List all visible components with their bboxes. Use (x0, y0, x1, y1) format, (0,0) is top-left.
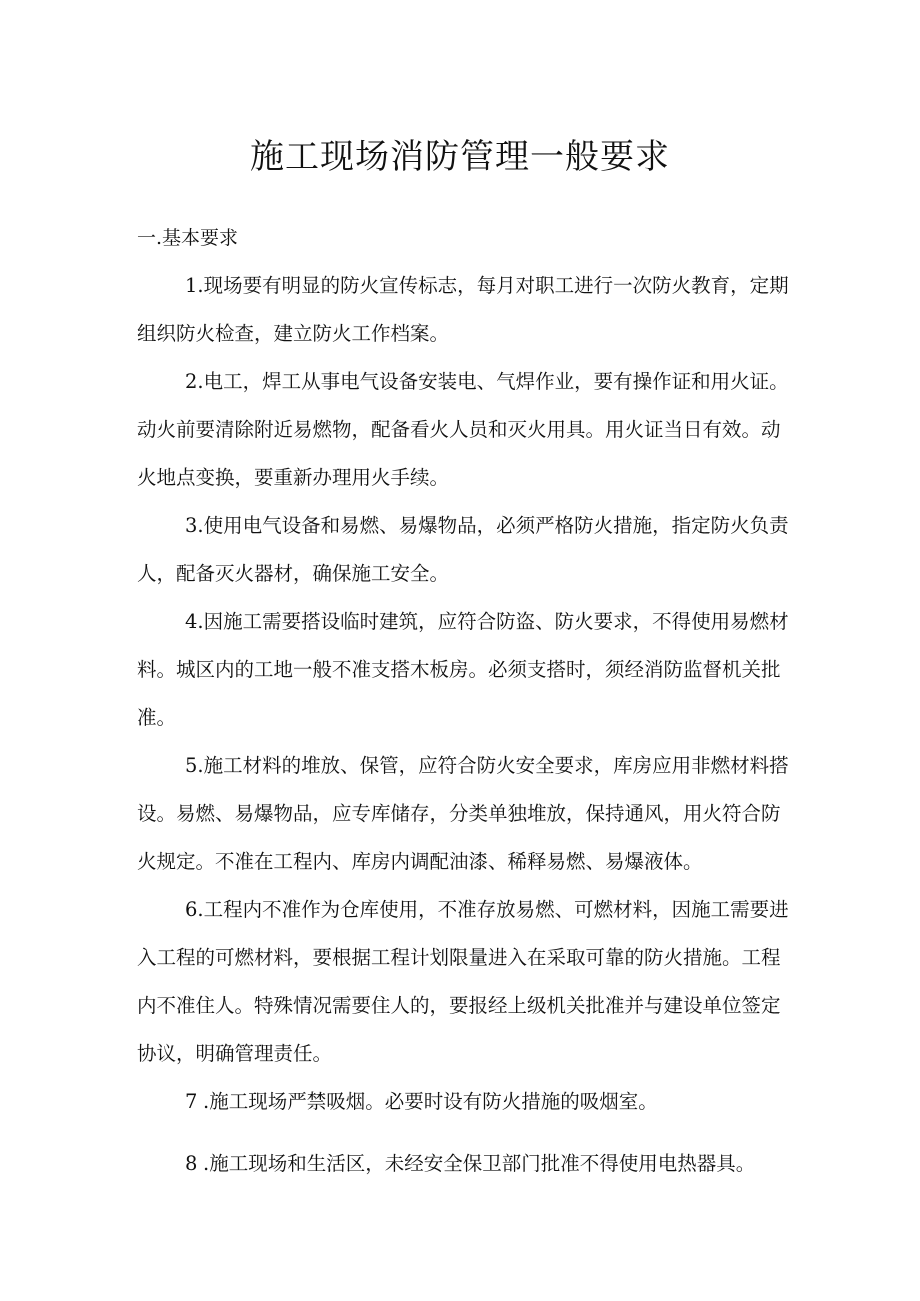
list-item (137, 262, 797, 358)
list-item (137, 358, 797, 502)
list-item (137, 742, 797, 886)
item-text: .电工，焊工从事电气设备安装电、气焊作业，要有操作证和用火证。动火前要清除附近易燃物，配备看火人员和灭火用具。用火证当日有效。动火地点变换，要重新办理用火手续。 (137, 370, 789, 489)
section-heading: 一.基本要求 (137, 227, 239, 249)
page-title: 施工现场消防管理一般要求 (250, 137, 670, 177)
item-number: 3 (185, 514, 198, 537)
item-number: 6 (185, 898, 198, 921)
item-text: .工程内不准作为仓库使用，不准存放易燃、可燃材料，因施工需要进入工程的可燃材料，要根据工程计划限量进入在采取可靠的防火措施。工程内不准住人。特殊情况需要住人的，要报经上级机关批准并与建设单位签定协议，明确管理责任。 (137, 898, 789, 1065)
item-number: 1 (185, 274, 198, 297)
item-text: .使用电气设备和易燃、易爆物品，必须严格防火措施，指定防火负责人，配备灭火器材，确保施工安全。 (137, 514, 789, 585)
item-text: .施工现场和生活区，未经安全保卫部门批准不得使用电热器具。 (203, 1152, 756, 1175)
item-number: 8 (185, 1152, 198, 1175)
item-text: .施工材料的堆放、保管，应符合防火安全要求，库房应用非燃材料搭设。易燃、易爆物品，应专库储存，分类单独堆放，保持通风，用火符合防火规定。不准在工程内、库房内调配油漆、稀释易燃、易爆液体。 (137, 754, 789, 873)
list-item (137, 1078, 797, 1126)
item-number: 2 (185, 370, 198, 393)
item-number: 5 (185, 754, 198, 777)
list-item (137, 502, 797, 598)
list-item (137, 886, 797, 1078)
item-number: 7 (185, 1090, 198, 1113)
item-text: .现场要有明显的防火宣传标志，每月对职工进行一次防火教育，定期组织防火检查，建立防火工作档案。 (137, 274, 789, 345)
item-number: 4 (185, 610, 198, 633)
list-item (137, 598, 797, 742)
list-item (137, 1140, 797, 1188)
item-text: .因施工需要搭设临时建筑，应符合防盗、防火要求，不得使用易燃材料。城区内的工地一般不准支搭木板房。必须支搭时，须经消防监督机关批准。 (137, 610, 789, 729)
item-text: .施工现场严禁吸烟。必要时设有防火措施的吸烟室。 (203, 1090, 658, 1113)
